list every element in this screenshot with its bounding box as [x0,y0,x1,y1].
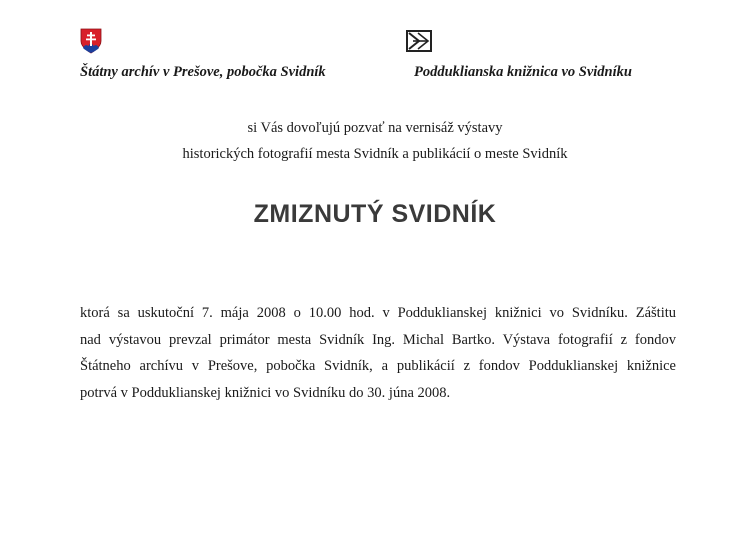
archive-name: Štátny archív v Prešove, pobočka Svidník [80,64,326,80]
library-logo-icon [406,30,432,52]
description-line: potrvá v Podduklianskej knižnici vo Svidníku do 30. júna 2008. [80,384,451,401]
description-line: nad výstavou prevzal primátor mesta Svidník Ing. Michal Bartko. Výstava fotografií z fondov [80,331,676,348]
invitation-line-2: historických fotografií mesta Svidník a publikácií o meste Svidník [182,146,568,162]
library-name: Podduklianska knižnica vo Svidníku [414,64,632,80]
description-line: ktorá sa uskutoční 7. mája 2008 o 10.00 hod. v Podduklianskej knižnici vo Svidníku. Záštitu [80,305,676,321]
invitation-line-1: si Vás dovoľujú pozvať na vernisáž výstavy [247,120,503,136]
description-line: Štátneho archívu v Prešove, pobočka Svidník, a publikácií z fondov Podduklianskej knižnice [80,358,676,374]
exhibition-title: ZMIZNUTÝ SVIDNÍK [253,200,497,228]
slovak-coat-of-arms-icon [80,28,102,54]
event-description [80,300,676,406]
